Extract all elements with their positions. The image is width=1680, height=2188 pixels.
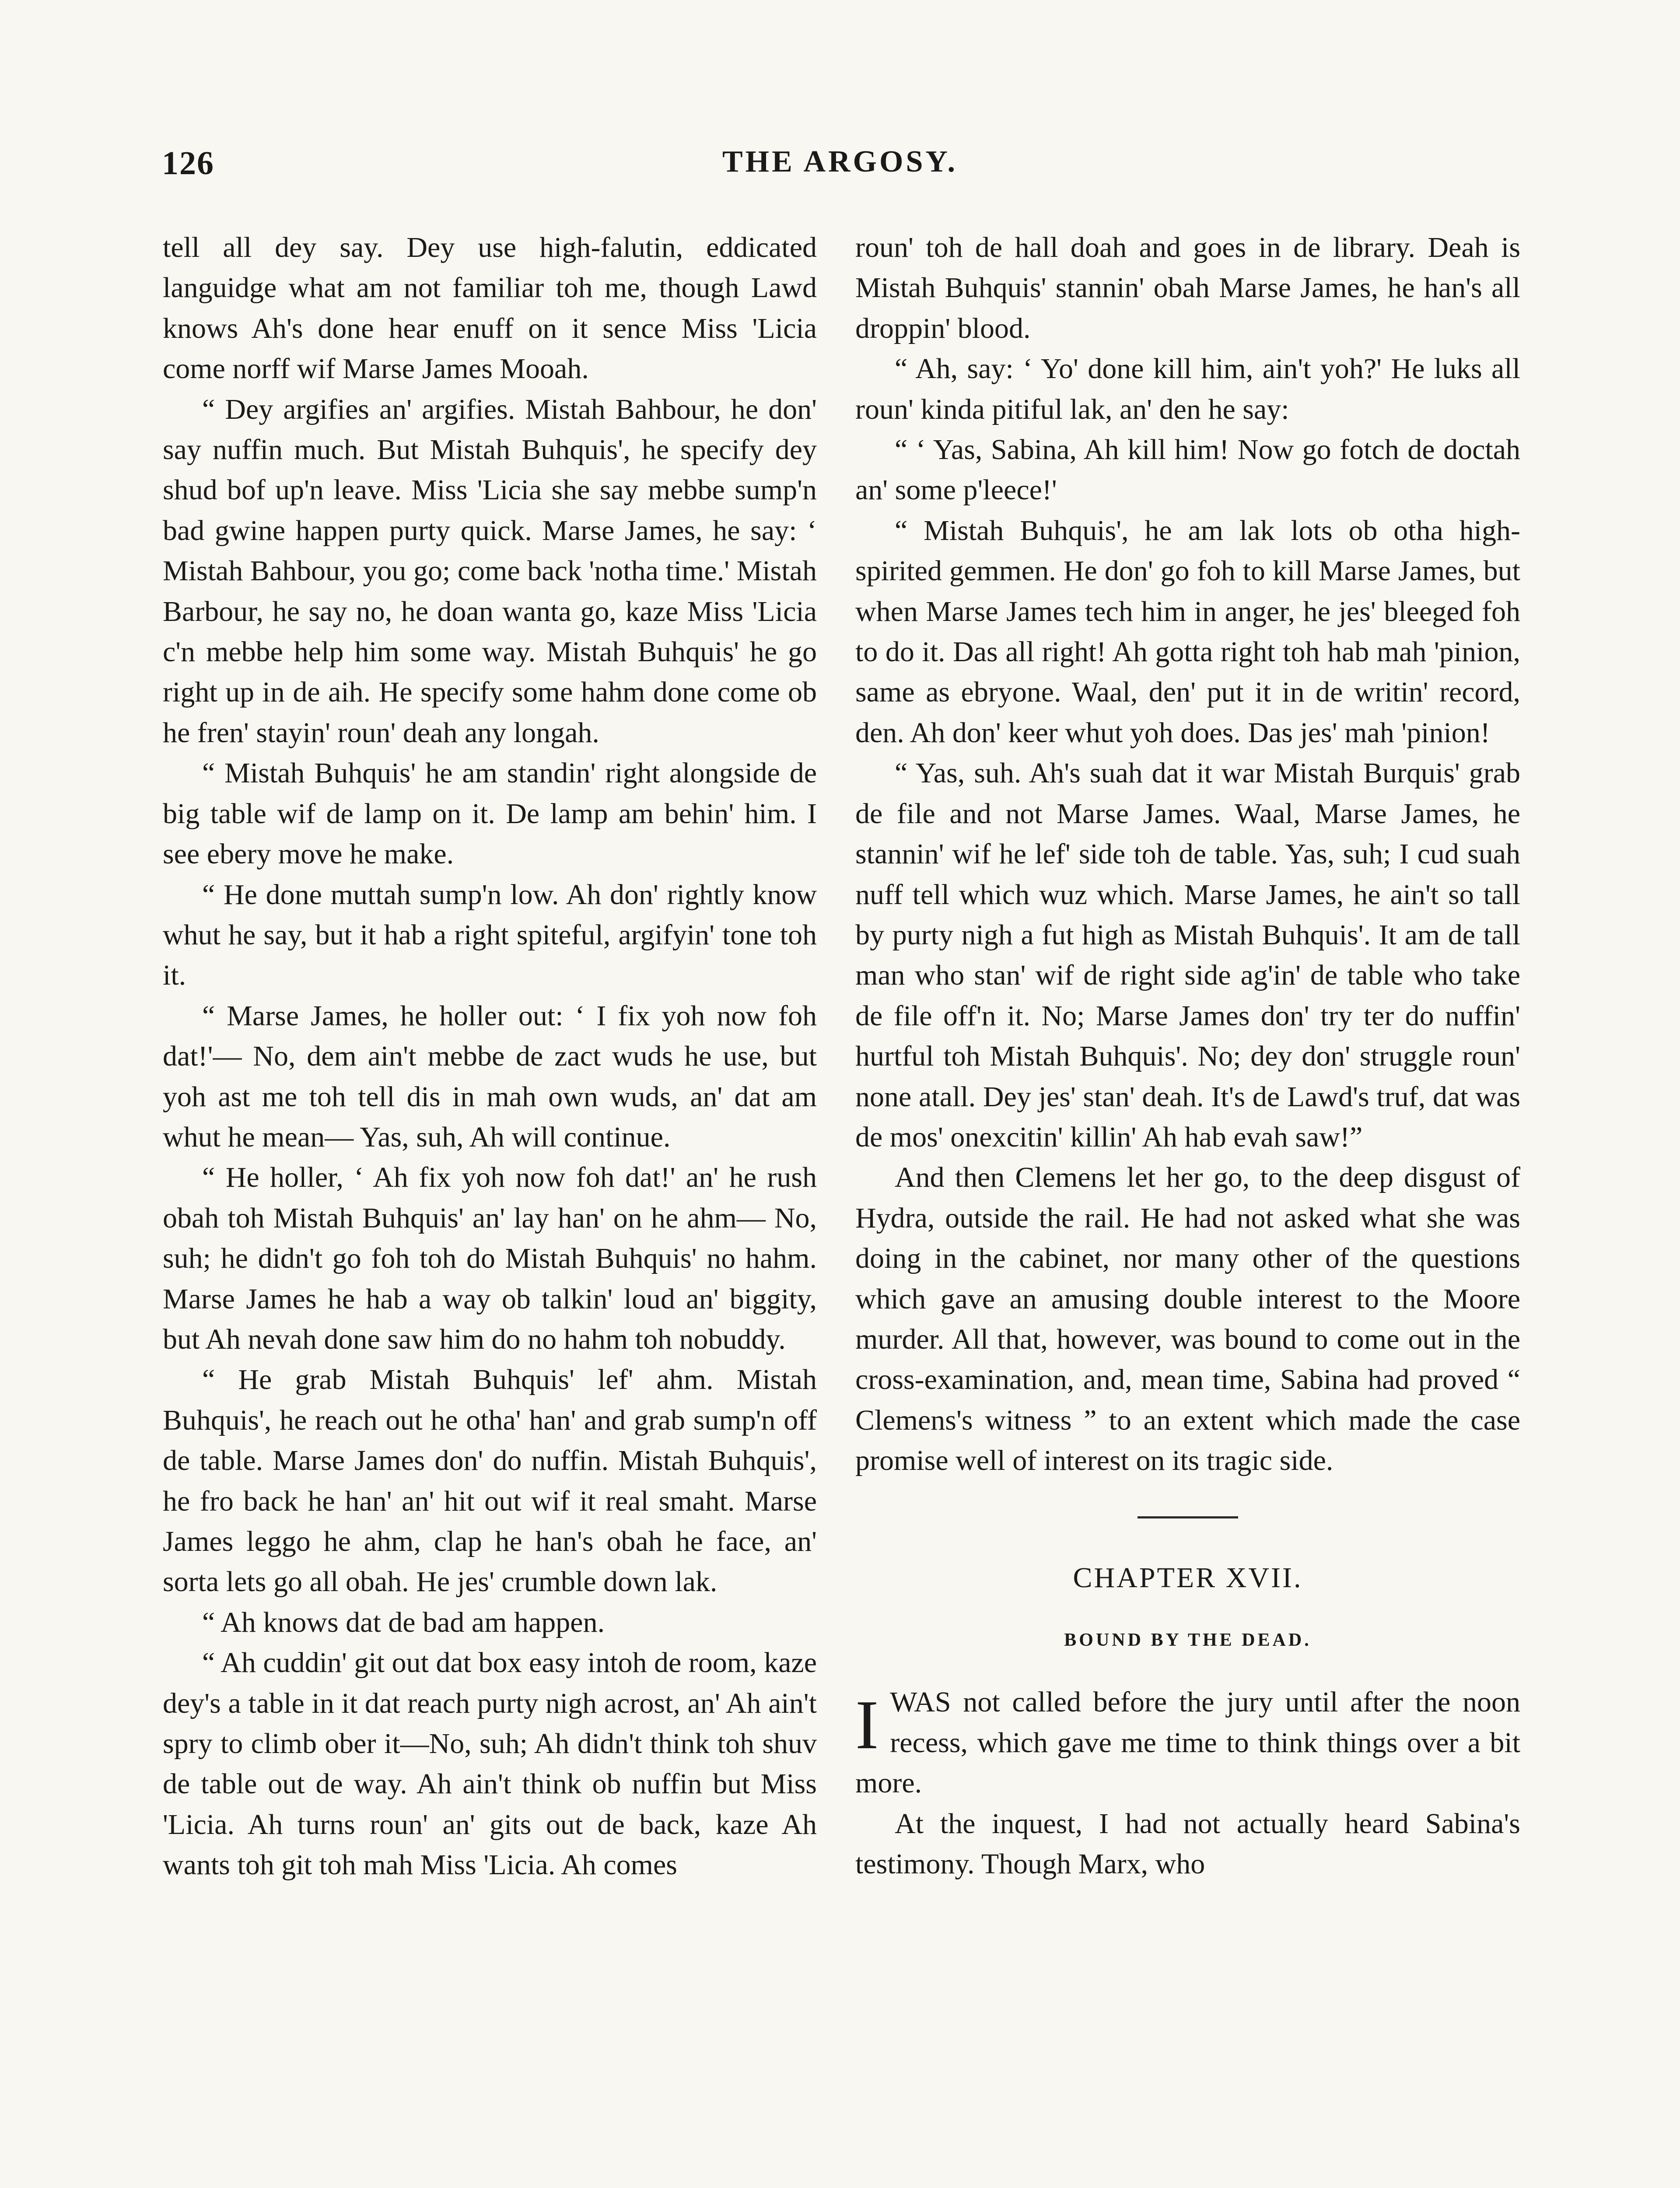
right-column — [855, 228, 1520, 1884]
paragraph: “ He holler, ‘ Ah fix yoh now foh dat!' an' he rush obah toh Mistah Buhquis' an' lay han' on he ahm— No, suh; he didn't go foh toh do Mistah Buhquis' no hahm. Marse James he hab a way ob talkin' loud an' biggity, but Ah nevah done saw him do no hahm toh nobuddy. — [163, 1161, 817, 1355]
page-number: 126 — [162, 145, 214, 182]
paragraph: “ Ah, say: ‘ Yo' done kill him, ain't yoh?' He luks all roun' kinda pitiful lak, an' den he say: — [855, 353, 1520, 425]
paragraph: “ Mistah Buhquis', he am lak lots ob otha high-spirited gemmen. He don' go foh to kill Marse James, but when Marse James tech him in anger, he jes' bleeged foh to do it. Das all right! Ah gotta right toh hab mah 'pinion, same as ebryone. Waal, den' put it in de writin' record, den. Ah don' keer whut yoh does. Das jes' mah 'pinion! — [855, 514, 1520, 749]
chapter-subtitle: BOUND BY THE DEAD. — [1064, 1630, 1312, 1650]
paragraph: “ Ah cuddin' git out dat box easy intoh de room, kaze dey's a table in it dat reach purty nigh acrost, an' Ah ain't spry to climb ober it—No, suh; Ah didn't think toh shuv de table out de way. Ah ain't think ob nuffin but Miss 'Licia. Ah turns roun' an' gits out de back, kaze Ah wants toh git toh mah Miss 'Licia. Ah comes — [163, 1647, 817, 1881]
paragraph: “ ‘ Yas, Sabina, Ah kill him! Now go fotch de doctah an' some p'leece!' — [855, 434, 1520, 506]
paragraph: “ He grab Mistah Buhquis' lef' ahm. Mistah Buhquis', he reach out he otha' han' and grab sump'n off de table. Marse James don' do nuffin. Mistah Buhquis', he fro back he han' an' hit out wif it real smaht. Marse James leggo he ahm, clap he han's obah he face, an' sorta lets go all obah. He jes' crumble down lak. — [163, 1364, 817, 1598]
paragraph: “ Mistah Buhquis' he am standin' right alongside de big table wif de lamp on it. De lamp am behin' him. I see ebery move he make. — [163, 757, 817, 870]
chapter-heading: CHAPTER XVII. — [1073, 1561, 1303, 1594]
paragraph: tell all dey say. Dey use high-falutin, eddicated languidge what am not familiar toh me, though Lawd knows Ah's done hear enuff on it sence Miss 'Licia come norff wif Marse James Mooah. — [163, 231, 817, 385]
drop-cap: I — [855, 1686, 879, 1764]
paragraph: “ Marse James, he holler out: ‘ I fix yoh now foh dat!'— No, dem ain't mebbe de zact wuds he use, but yoh ast me toh tell dis in mah own wuds, an' dat am whut he mean— Yas, suh, Ah will continue. — [163, 999, 817, 1153]
page-header — [162, 144, 1518, 193]
paragraph: “ Yas, suh. Ah's suah dat it war Mistah Burquis' grab de file and not Marse James. Waal, Marse James, he stannin' wif he lef' side toh de table. Yas, suh; I cud suah nuff tell which wuz which. Marse James, he ain't so tall by purty nigh a fut high as Mistah Buhquis'. It am de tall man who stan' wif de right side ag'in' de table who take de file off'n it. No; Marse James don' try ter do nuffin' hurtful toh Mistah Buhquis'. No; dey don' struggle roun' none atall. Dey jes' stan' deah. It's de Lawd's truf, dat was de mos' onexcitin' killin' Ah hab evah saw!” — [855, 757, 1520, 1153]
left-column — [163, 228, 817, 1886]
paragraph: “ Dey argifies an' argifies. Mistah Bahbour, he don' say nuffin much. But Mistah Buhquis', he specify dey shud bof up'n leave. Miss 'Licia she say mebbe sump'n bad gwine happen purty quick. Marse James, he say: ‘ Mistah Bahbour, you go; come back 'notha time.' Mistah Barbour, he say no, he doan wanta go, kaze Miss 'Licia c'n mebbe help him some way. Mistah Buhquis' he go right up in de aih. He specify some hahm done come ob he fren' stayin' roun' deah any longah. — [163, 393, 817, 749]
paragraph: “ Ah knows dat de bad am happen. — [202, 1606, 605, 1638]
running-title: THE ARGOSY. — [722, 145, 958, 179]
section-divider — [1138, 1516, 1238, 1518]
paragraph-text: WAS not called before the jury until after the noon recess, which gave me time to think things over a bit more. — [855, 1686, 1520, 1799]
paragraph: “ He done muttah sump'n low. Ah don' rightly know whut he say, but it hab a right spiteful, argifyin' tone toh it. — [163, 878, 817, 992]
paragraph: At the inquest, I had not actually heard Sabina's testimony. Though Marx, who — [855, 1807, 1520, 1880]
paragraph: roun' toh de hall doah and goes in de library. Deah is Mistah Buhquis' stannin' obah Marse James, he han's all droppin' blood. — [855, 231, 1520, 344]
chapter-opening-paragraph — [855, 1682, 1520, 1803]
paragraph: And then Clemens let her go, to the deep disgust of Hydra, outside the rail. He had not asked what she was doing in the cabinet, nor many other of the questions which gave an amusing double interest to the Moore murder. All that, however, was bound to come out in the cross-examination, and, mean time, Sabina had proved “ Clemens's witness ” to an extent which made the case promise well of interest on its tragic side. — [855, 1161, 1520, 1477]
